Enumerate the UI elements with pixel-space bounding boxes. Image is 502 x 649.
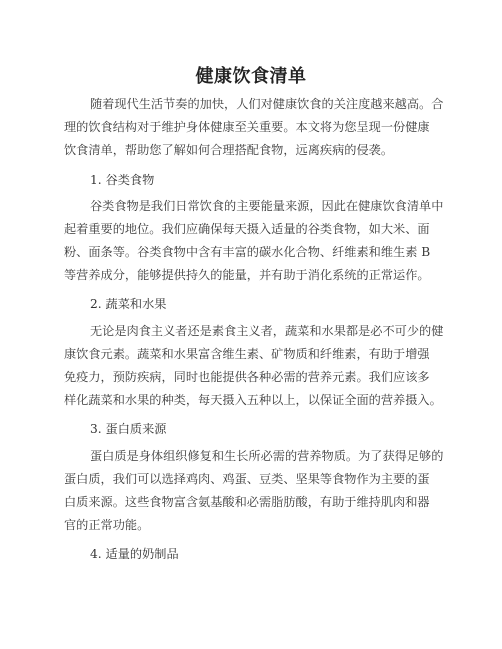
paragraph-line: 粉、面条等。谷类食物中含有丰富的碳水化合物、纤维素和维生素 B xyxy=(64,245,431,259)
section-heading: 1. 谷类食物 xyxy=(90,173,155,187)
intro-line: 随着现代生活节奏的加快，人们对健康饮食的关注度越来越高。合 xyxy=(90,97,444,111)
paragraph-line: 蛋白质，我们可以选择鸡肉、鸡蛋、豆类、坚果等食物作为主要的蛋 xyxy=(64,472,430,486)
page-title: 健康饮食清单 xyxy=(195,66,307,87)
section-heading: 2. 蔬菜和水果 xyxy=(90,297,167,311)
section-heading: 4. 适量的奶制品 xyxy=(90,547,179,561)
paragraph-line: 免疫力，预防疾病，同时也能提供各种必需的营养元素。我们应该多 xyxy=(64,370,430,384)
paragraph-line: 起着重要的地位。我们应确保每天摄入适量的谷类食物，如大米、面 xyxy=(64,222,430,236)
intro-line: 理的饮食结构对于维护身体健康至关重要。本文将为您呈现一份健康 xyxy=(64,120,430,134)
paragraph-line: 等营养成分，能够提供持久的能量，并有助于消化系统的正常运作。 xyxy=(64,268,430,282)
paragraph-line: 无论是肉食主义者还是素食主义者，蔬菜和水果都是必不可少的健 xyxy=(90,324,444,338)
intro-line: 饮食清单，帮助您了解如何合理搭配食物，远离疾病的侵袭。 xyxy=(64,143,394,157)
paragraph-line: 蛋白质是身体组织修复和生长所必需的营养物质。为了获得足够的 xyxy=(90,449,444,463)
paragraph-line: 官的正常功能。 xyxy=(64,518,150,532)
paragraph-line: 白质来源。这些食物富含氨基酸和必需脂肪酸，有助于维持肌肉和器 xyxy=(64,495,430,509)
section-heading: 3. 蛋白质来源 xyxy=(90,422,167,436)
paragraph-line: 康饮食元素。蔬菜和水果富含维生素、矿物质和纤维素，有助于增强 xyxy=(64,347,430,361)
paragraph-line: 谷类食物是我们日常饮食的主要能量来源，因此在健康饮食清单中 xyxy=(90,199,444,213)
paragraph-line: 样化蔬菜和水果的种类，每天摄入五种以上，以保证全面的营养摄入。 xyxy=(64,393,442,407)
